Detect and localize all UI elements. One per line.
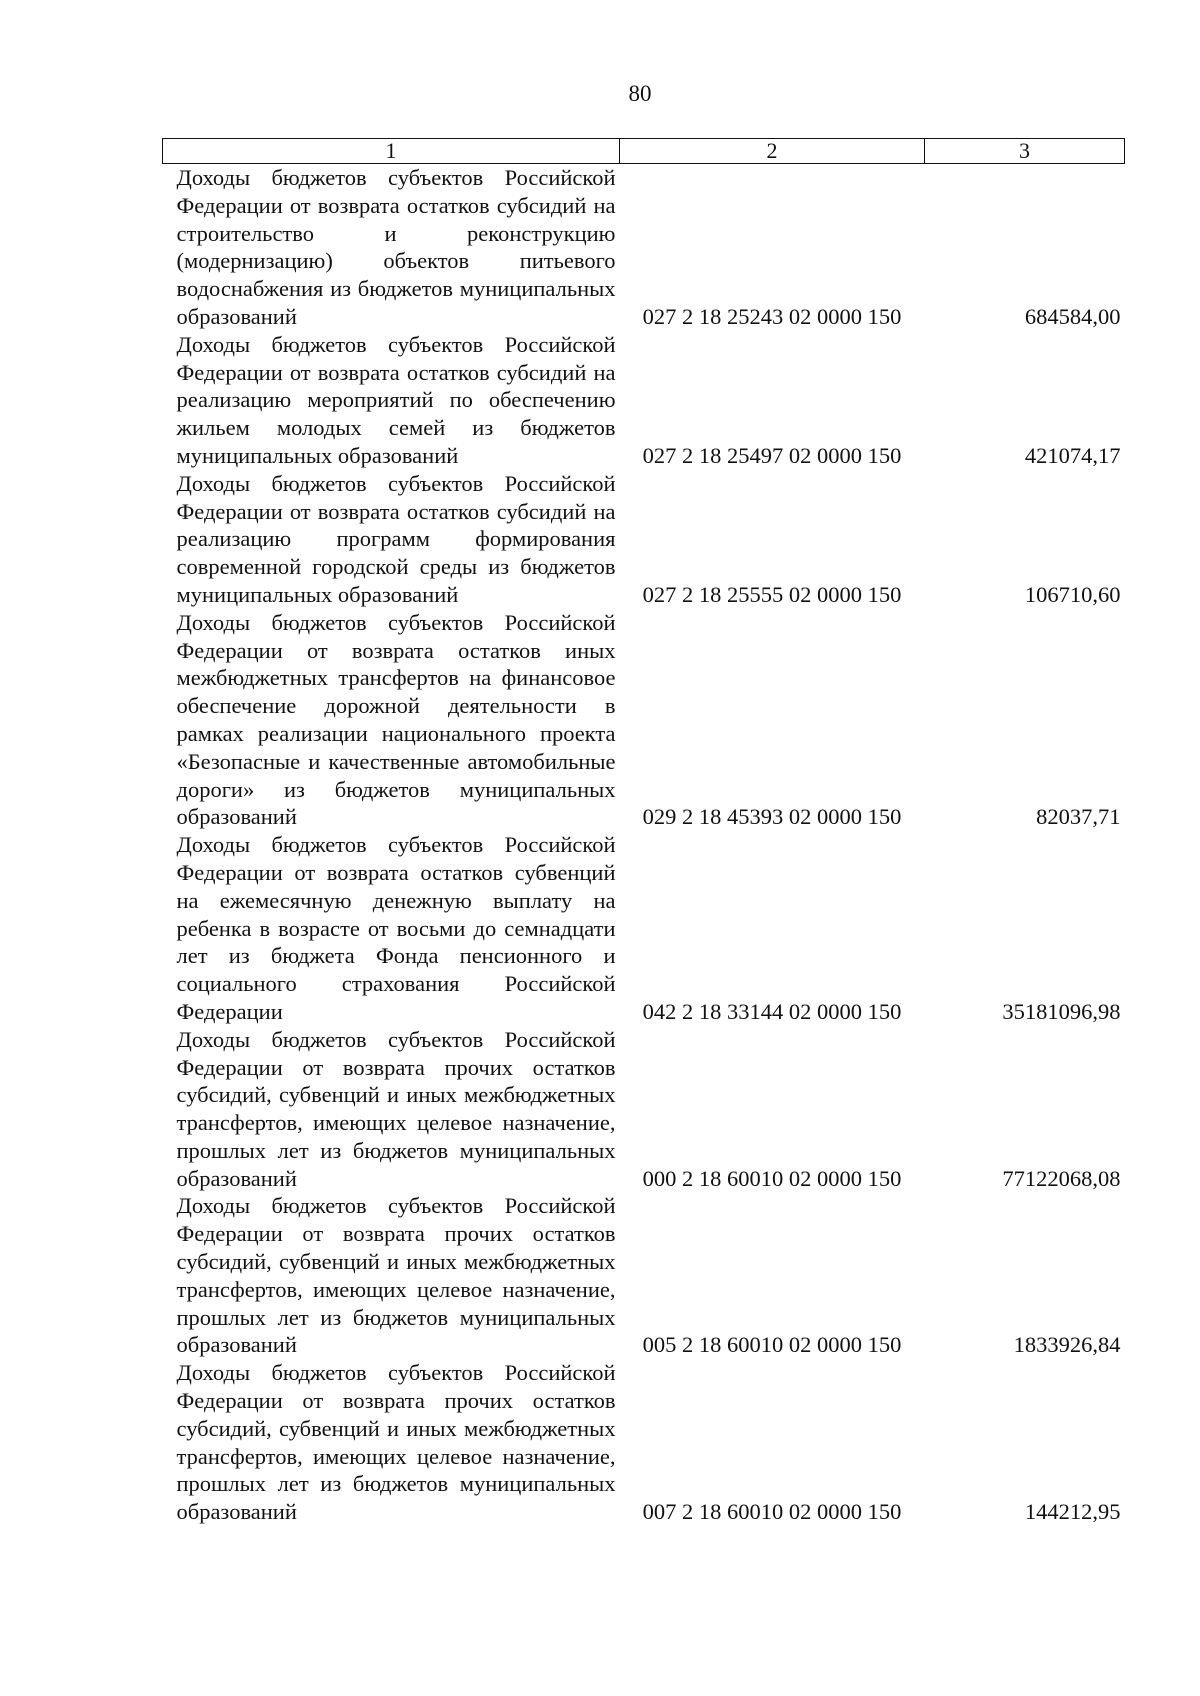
column-header-3: 3 <box>925 139 1125 164</box>
row-description: Доходы бюджетов субъектов Российской Федерации от возврата прочих остатков субсидий, субвенций и иных межбюджетных трансфертов, имеющих целевое назначение, прошлых лет из бюджетов муниципальных образований <box>176 1026 616 1191</box>
row-code: 007 2 18 60010 02 0000 150 <box>642 1499 902 1525</box>
row-amount: 77122068,08 <box>1002 1165 1121 1191</box>
row-code: 042 2 18 33144 02 0000 150 <box>642 998 902 1024</box>
page-number: 80 <box>628 81 652 106</box>
column-header-2: 2 <box>620 139 925 164</box>
table-row <box>163 1192 1125 1359</box>
row-description: Доходы бюджетов субъектов Российской Федерации от возврата прочих остатков субсидий, субвенций и иных межбюджетных трансфертов, имеющих целевое назначение, прошлых лет из бюджетов муниципальных образований <box>176 1360 616 1525</box>
row-amount: 421074,17 <box>1024 442 1121 468</box>
row-code: 005 2 18 60010 02 0000 150 <box>642 1332 902 1358</box>
row-description: Доходы бюджетов субъектов Российской Федерации от возврата прочих остатков субсидий, субвенций и иных межбюджетных трансфертов, имеющих целевое назначение, прошлых лет из бюджетов муниципальных образований <box>176 1193 616 1358</box>
row-description: Доходы бюджетов субъектов Российской Федерации от возврата остатков субсидий на реализацию мероприятий по обеспечению жильем молодых семей из бюджетов муниципальных образований <box>176 331 616 468</box>
row-code: 000 2 18 60010 02 0000 150 <box>642 1165 902 1191</box>
table-row <box>163 609 1125 831</box>
row-code: 027 2 18 25555 02 0000 150 <box>642 581 902 607</box>
table-row <box>163 1026 1125 1193</box>
row-description: Доходы бюджетов субъектов Российской Федерации от возврата остатков субвенций на ежемесячную денежную выплату на ребенка в возрасте от восьми до семнадцати лет из бюджета Фонда пенсионного и социального страхования Российской Федерации <box>176 832 616 1024</box>
table-row <box>163 164 1125 331</box>
row-description: Доходы бюджетов субъектов Российской Федерации от возврата остатков субсидий на реализацию программ формирования современной городской среды из бюджетов муниципальных образований <box>176 470 616 607</box>
row-description: Доходы бюджетов субъектов Российской Федерации от возврата остатков иных межбюджетных трансфертов на финансовое обеспечение дорожной деятельности в рамках реализации национального проекта «Безопасные и качественные автомобильные дороги» из бюджетов муниципальных образований <box>176 609 616 830</box>
table-row <box>163 470 1125 609</box>
table-row <box>163 1359 1125 1526</box>
table-header-row <box>163 139 1125 164</box>
row-code: 027 2 18 25497 02 0000 150 <box>642 442 902 468</box>
row-code: 027 2 18 25243 02 0000 150 <box>642 303 902 329</box>
table-row <box>163 331 1125 470</box>
table-row <box>163 831 1125 1026</box>
row-amount: 144212,95 <box>1024 1499 1121 1525</box>
revenue-table <box>162 138 1125 1526</box>
row-amount: 1833926,84 <box>1013 1332 1121 1358</box>
row-amount: 35181096,98 <box>1002 998 1121 1024</box>
row-code: 029 2 18 45393 02 0000 150 <box>642 804 902 830</box>
row-amount: 106710,60 <box>1024 581 1121 607</box>
row-amount: 82037,71 <box>1036 804 1121 830</box>
row-amount: 684584,00 <box>1024 303 1121 329</box>
row-description: Доходы бюджетов субъектов Российской Федерации от возврата остатков субсидий на строительство и реконструкцию (модернизацию) объектов питьевого водоснабжения из бюджетов муниципальных образований <box>176 165 616 329</box>
column-header-1: 1 <box>163 139 620 164</box>
